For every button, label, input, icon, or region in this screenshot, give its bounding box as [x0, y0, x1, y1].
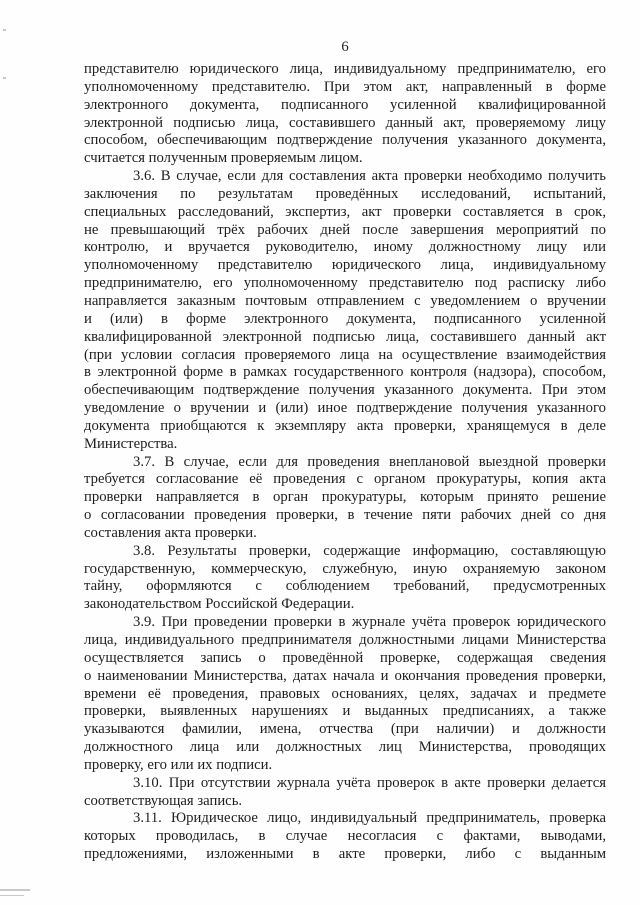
text-line: электронной подписью лица, составившего данный акт, проверяемому лицу — [84, 114, 606, 131]
text-line: документа приобщаются к экземпляру акта проверки, хранящемуся в деле — [84, 417, 606, 434]
text-line: специальных расследований, экспертиз, акт проверки составляется в срок, — [84, 203, 606, 220]
text-line: государственную, коммерческую, служебную, иную охраняемую законом — [84, 560, 606, 577]
text-line: направляется заказным почтовым отправлением с уведомлением о вручении — [84, 292, 606, 309]
scan-mark — [3, 77, 6, 79]
text-line: представителю юридического лица, индивидуальному предпринимателю, его — [84, 61, 606, 77]
text-line: в электронной форме в рамках государственного контроля (надзора), способом, — [84, 364, 606, 381]
text-line: проверки, выявленных нарушениях и выданных предписаниях, а также — [84, 703, 606, 720]
text-line: которых проводилась, в случае несогласия с фактами, выводами, — [84, 828, 606, 845]
text-line: указываются фамилии, имена, отчества (при наличии) и должности — [84, 721, 606, 738]
page-number: 6 — [341, 39, 349, 55]
clause-3-11 — [84, 810, 606, 864]
text-line: способом, обеспечивающим подтверждение получения указанного документа, — [84, 132, 606, 149]
text-line: соответствующая запись. — [84, 792, 243, 809]
scan-mark — [0, 889, 30, 891]
text-line: требуется согласование её проведения с органом прокуратуры, копия акта — [84, 471, 606, 488]
text-line: контролю, и вручается руководителю, иному должностному лицу или — [84, 239, 606, 256]
clause-3-7 — [84, 454, 606, 543]
text-line: заключения по результатам проведённых исследований, испытаний, — [84, 185, 606, 202]
text-line: проверки направляется в орган прокуратуры, которым принято решение — [84, 489, 606, 506]
text-line: и (или) в форме электронного документа, подписанного усиленной — [84, 310, 606, 327]
text-line: 3.8. Результаты проверки, содержащие информацию, составляющую — [133, 542, 606, 559]
text-line: Министерства. — [84, 435, 178, 452]
text-line: (при условии согласия проверяемого лица на осуществление взаимодействия — [84, 346, 606, 363]
text-line: считается полученным проверяемым лицом. — [84, 150, 363, 167]
text-line: о наименовании Министерства, датах начала и окончания проведения проверки, — [84, 667, 606, 684]
text-line: уполномоченному представителю. При этом акт, направленный в форме — [84, 78, 606, 95]
scan-mark — [3, 29, 6, 31]
scan-mark — [0, 895, 24, 896]
text-line: электронного документа, подписанного усиленной квалифицированной — [84, 96, 606, 113]
text-line: уведомление о вручении и (или) иное подтверждение получения указанного — [84, 400, 606, 417]
text-line: предложениями, изложенными в акте проверки, либо с выданным — [84, 846, 606, 863]
document-body — [84, 61, 606, 864]
text-line: лица, индивидуального предпринимателя должностными лицами Министерства — [84, 632, 606, 648]
text-line: проверку, его или их подписи. — [84, 756, 273, 773]
text-line: о согласовании проведения проверки, в течение пяти рабочих дней со дня — [84, 507, 606, 524]
clause-3-8 — [84, 543, 606, 614]
text-line: 3.6. В случае, если для составления акта проверки необходимо получить — [133, 168, 606, 185]
text-line: осуществляется запись о проведённой проверке, содержащая сведения — [84, 649, 606, 666]
text-line: должностного лица или должностных лиц Министерства, проводящих — [84, 739, 606, 756]
clause-3-10 — [84, 775, 606, 811]
clause-3-6 — [84, 168, 606, 454]
text-line: составления акта проверки. — [84, 524, 257, 541]
text-line: времени её проведения, правовых основаниях, целях, задачах и предмете — [84, 685, 606, 702]
text-line: 3.9. При проведении проверки в журнале учёта проверок юридического — [133, 614, 606, 631]
text-line: не превышающий трёх рабочих дней после завершения мероприятий по — [84, 221, 606, 238]
text-line: обеспечивающим подтверждение получения указанного документа. При этом — [84, 382, 606, 399]
text-line: квалифицированной электронной подписью лица, составившего данный акт — [84, 328, 606, 345]
text-line: законодательством Российской Федерации. — [84, 596, 355, 613]
text-line: 3.11. Юридическое лицо, индивидуальный предприниматель, проверка — [133, 810, 606, 827]
clause-3-9 — [84, 614, 606, 775]
text-line: тайну, оформляются с соблюдением требований, предусмотренных — [84, 578, 606, 595]
text-line: уполномоченному представителю юридического лица, индивидуальному — [84, 257, 606, 274]
text-line: 3.10. При отсутствии журнала учёта проверок в акте проверки делается — [133, 774, 606, 791]
text-line: 3.7. В случае, если для проведения внеплановой выездной проверки — [133, 453, 606, 470]
text-line: предпринимателю, его уполномоченному представителю под расписку либо — [84, 275, 606, 292]
paragraph-continued — [84, 61, 606, 168]
